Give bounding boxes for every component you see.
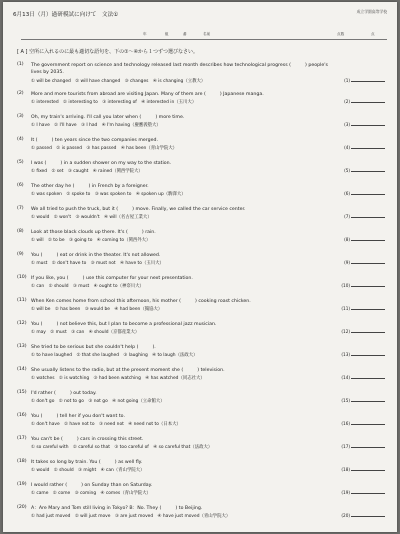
answer-line[interactable] [351, 263, 385, 264]
worksheet-page [3, 2, 397, 532]
question-number: (13) [17, 344, 27, 349]
answer-choices: ① don't go ② not to go ③ not go ④ not going（立命館大） [31, 399, 165, 404]
answer-blank[interactable] [344, 145, 385, 150]
answer-label: (12) [341, 329, 350, 334]
answer-line[interactable] [351, 493, 385, 494]
answer-label: (14) [341, 375, 350, 380]
question-text: You ( ) tell her if you don't want to. [31, 414, 125, 419]
question-number: (14) [17, 367, 27, 372]
question-number: (17) [17, 436, 27, 441]
label-number: 番 [183, 32, 187, 36]
answer-blank[interactable] [341, 398, 385, 403]
question-text: The other day he ( ) in French by a foreigner. [31, 184, 149, 189]
question-number: (3) [17, 114, 24, 119]
answer-blank[interactable] [344, 78, 385, 83]
answer-label: (3) [344, 122, 350, 127]
answer-choices: ① don't have ② have not to ③ need not ④ need not to（日本大） [31, 422, 181, 427]
question-text: She usually listens to the radio, but at the present moment she ( ) television. [31, 368, 225, 373]
header-rule [21, 39, 387, 40]
answer-line[interactable] [351, 102, 385, 103]
answer-label: (1) [344, 78, 350, 83]
question-text: You ( ) eat or drink in the theater. It's not allowed. [31, 253, 161, 258]
answer-blank[interactable] [341, 375, 385, 380]
question-text: The government report on science and technology released last month describes how technological progress ( ) people's [31, 63, 328, 68]
answer-blank[interactable] [341, 513, 385, 518]
question-number: (11) [17, 298, 27, 303]
answer-label: (15) [341, 398, 350, 403]
answer-choices: ① may ② must ③ can ④ should（京都産業大） [31, 330, 140, 335]
answer-line[interactable] [351, 240, 385, 241]
answer-blank[interactable] [341, 421, 385, 426]
answer-label: (11) [341, 306, 350, 311]
answer-label: (9) [344, 260, 350, 265]
question-text: You ( ) not believe this, but I plan to become a professional jazz musician. [31, 322, 217, 327]
answer-line[interactable] [351, 171, 385, 172]
answer-blank[interactable] [341, 283, 385, 288]
answer-blank[interactable] [344, 214, 385, 219]
school-name: 成立学園高等学校 [356, 9, 387, 14]
question-text: If you like, you ( ) use this computer for your next presentation. [31, 276, 193, 281]
question-number: (10) [17, 275, 27, 280]
question-number: (7) [17, 206, 24, 211]
question-text: Look at those black clouds up there. It's ( ) rain. [31, 230, 156, 235]
question-text: More and more tourists from abroad are visiting Japan. Many of them are ( ) Japanese manga. [31, 92, 264, 97]
answer-choices: ① would ② won't ③ wouldn't ④ will（名古屋工業大） [31, 215, 152, 220]
answer-blank[interactable] [344, 99, 385, 104]
answer-label: (17) [341, 444, 350, 449]
answer-choices: ① will be ② has been ③ would be ④ had been（獨協大） [31, 307, 163, 312]
answer-blank[interactable] [341, 352, 385, 357]
answer-label: (19) [341, 490, 350, 495]
question-text: lives by 2035. [31, 70, 64, 75]
question-number: (19) [17, 482, 27, 487]
answer-blank[interactable] [341, 467, 385, 472]
question-number: (5) [17, 160, 24, 165]
answer-choices: ① interested ② interesting to ③ interesting of ④ interested in（玉川大） [31, 100, 197, 105]
question-number: (2) [17, 91, 24, 96]
label-score: 点数 [337, 32, 345, 36]
question-number: (1) [17, 62, 24, 67]
question-text: Oh, my train's arriving. I'll call you later when ( ) more time. [31, 115, 185, 120]
answer-label: (10) [341, 283, 350, 288]
question-number: (12) [17, 321, 27, 326]
answer-line[interactable] [351, 332, 385, 333]
sheet-title: 6月13日（月）過研模試に向けて 文法① [13, 12, 119, 18]
label-points: 点 [371, 32, 375, 36]
answer-blank[interactable] [344, 168, 385, 173]
question-number: (9) [17, 252, 24, 257]
answer-line[interactable] [351, 286, 385, 287]
answer-blank[interactable] [344, 122, 385, 127]
answer-blank[interactable] [341, 444, 385, 449]
question-text: I was ( ) in a sudden shower on my way to the station. [31, 161, 172, 166]
answer-choices: ① was spoken ② spoke to ③ was spoken to ④ spoken up（駒澤大） [31, 192, 186, 197]
question-number: (20) [17, 505, 27, 510]
answer-label: (2) [344, 99, 350, 104]
question-text: You can't be ( ) cars in crossing this street. [31, 437, 144, 442]
label-year: 年 [143, 32, 147, 36]
question-text: It takes so long by train. You ( ) as well fly. [31, 460, 143, 465]
answer-blank[interactable] [341, 329, 385, 334]
answer-line[interactable] [351, 378, 385, 379]
answer-choices: ① would ② should ③ might ④ can（青山学院大） [31, 468, 145, 473]
answer-label: (4) [344, 145, 350, 150]
answer-blank[interactable] [341, 306, 385, 311]
answer-blank[interactable] [341, 490, 385, 495]
answer-choices: ① will ② to be ③ going to ④ coming to（関西外大） [31, 238, 151, 243]
answer-choices: ① can ② should ③ must ④ ought to（神奈川大） [31, 284, 144, 289]
answer-blank[interactable] [344, 237, 385, 242]
answer-choices: ① had just moved ② will just move ③ are just moved ④ have just moved（青山学院大） [31, 514, 231, 519]
question-number: (15) [17, 390, 27, 395]
answer-line[interactable] [351, 309, 385, 310]
answer-choices: ① will be changed ② will have changed ③ changes ④ is changing（立教大） [31, 79, 206, 84]
question-number: (18) [17, 459, 27, 464]
answer-line[interactable] [351, 470, 385, 471]
question-text: She tried to be serious but she couldn't help ( ). [31, 345, 156, 350]
question-number: (16) [17, 413, 27, 418]
question-number: (6) [17, 183, 24, 188]
section-instruction: [ A ] 空所に入れるのに最も適切な語句を、下の①～④から１つずつ選びなさい。 [17, 49, 199, 55]
question-text: I would rather ( ) on Sunday than on Saturday. [31, 483, 153, 488]
label-class: 組 [165, 32, 169, 36]
answer-label: (7) [344, 214, 350, 219]
answer-line[interactable] [351, 424, 385, 425]
answer-line[interactable] [351, 516, 385, 517]
label-name: 名前 [203, 32, 211, 36]
answer-line[interactable] [351, 355, 385, 356]
answer-label: (16) [341, 421, 350, 426]
answer-line[interactable] [351, 194, 385, 195]
question-text: When Ken comes home from school this afternoon, his mother ( ) cooking roast chicken. [31, 299, 251, 304]
answer-label: (13) [341, 352, 350, 357]
answer-choices: ① passed ② is passed ③ has passed ④ has been（青山学院大） [31, 146, 178, 151]
answer-label: (20) [341, 513, 350, 518]
answer-choices: ① must ② don't have to ③ must not ④ have to（玉川大） [31, 261, 164, 266]
question-text: We all tried to push the truck, but it ( ) move. Finally, we called the car service center. [31, 207, 246, 212]
answer-label: (5) [344, 168, 350, 173]
answer-choices: ① came ② come ③ coming ④ comes（青山学院大） [31, 491, 151, 496]
answer-blank[interactable] [344, 260, 385, 265]
answer-blank[interactable] [344, 191, 385, 196]
answer-choices: ① I have ② I'll have ③ I had ④ I'm having（慶應義塾大） [31, 123, 161, 128]
question-text: It ( ) ten years since the two companies merged. [31, 138, 158, 143]
answer-label: (6) [344, 191, 350, 196]
answer-line[interactable] [351, 217, 385, 218]
answer-line[interactable] [351, 125, 385, 126]
answer-line[interactable] [351, 447, 385, 448]
answer-label: (8) [344, 237, 350, 242]
answer-choices: ① to have laughed ② that she laughed ③ laughing ④ to laugh（法政大） [31, 353, 198, 358]
question-text: A：Are Mary and Tom still living in Tokyo? B：No. They ( ) to Beijing. [31, 506, 203, 511]
answer-choices: ① so careful with ② careful so that ③ too careful of ④ so careful that（法政大） [31, 445, 213, 450]
answer-line[interactable] [351, 401, 385, 402]
answer-choices: ① fixed ② set ③ caught ④ rained（関西学院大） [31, 169, 143, 174]
answer-label: (18) [341, 467, 350, 472]
answer-line[interactable] [351, 81, 385, 82]
answer-choices: ① watches ② is watching ③ had been watching ④ has watched（同志社大） [31, 376, 205, 381]
question-text: I'd rather ( ) out today. [31, 391, 97, 396]
question-number: (8) [17, 229, 24, 234]
question-number: (4) [17, 137, 24, 142]
answer-line[interactable] [351, 148, 385, 149]
